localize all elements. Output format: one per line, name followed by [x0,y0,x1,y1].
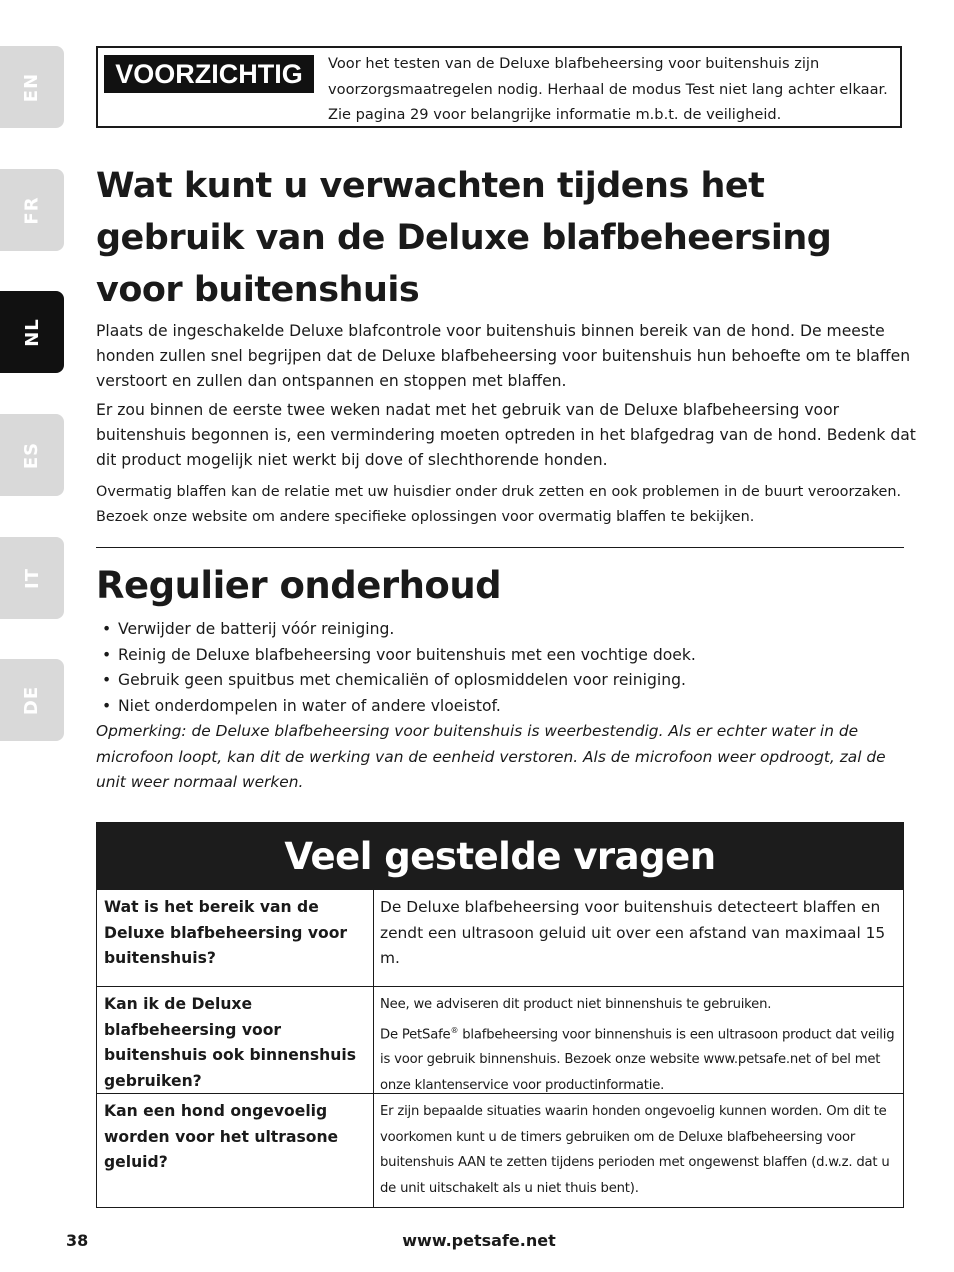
list-item: • Gebruik geen spuitbus met chemicaliën of oplosmiddelen voor reiniging. [96,668,696,694]
lang-tab-label: IT [21,567,43,589]
list-item: • Niet onderdompelen in water of andere vloeistof. [96,694,696,720]
lang-tab-label: DE [21,685,43,715]
footer-url[interactable]: www.petsafe.net [402,1231,556,1250]
brand-name: De PetSafe [380,1026,451,1042]
faq-row [97,1093,903,1207]
registered-mark: ® [450,1025,459,1035]
barking-paragraph: Overmatig blaffen kan de relatie met uw huisdier onder druk zetten en ook problemen in de buurt veroorzaken. Bezoek onze website om andere specifieke oplossingen voor overmatig blaffen te bekijken. [96,484,902,525]
lang-tab-label: EN [21,72,43,102]
faq-answer: De Deluxe blafbeheersing voor buitenshuis detecteert blaffen en zendt een ultrasoon geluid uit over een afstand van maximaal 15 m. [380,898,886,967]
faq-row [97,986,903,1093]
faq-answer-line: Nee, we adviseren dit product niet binnenshuis te gebruiken. [380,997,772,1012]
maintenance-list [96,617,696,719]
list-item: • Verwijder de batterij vóór reiniging. [96,617,696,643]
caution-text: Voor het testen van de Deluxe blafbeheersing voor buitenshuis zijn voorzorgsmaatregelen nodig. Herhaal de modus Test niet lang achter elkaar. Zie pagina 29 voor belangrijke informatie m.b.t. de veiligheid. [328,55,888,123]
footer-url-wrapper [0,1231,954,1250]
caution-box [96,46,902,128]
lang-tab-it[interactable] [0,537,64,619]
lang-tab-en[interactable] [0,46,64,128]
faq-answer [374,987,903,1093]
page-title: Wat kunt u verwachten tijdens het gebruik van de Deluxe blafbeheersing voor buitenshuis [96,166,832,310]
intro-paragraph: Plaats de ingeschakelde Deluxe blafcontrole voor buitenshuis binnen bereik van de hond. De meeste honden zullen snel begrijpen dat de Deluxe blafbeheersing voor buitenshuis hun behoefte om te blaffen verstoort en zullen dan ontspannen en stoppen met blaffen. [96,322,911,390]
faq-table [96,822,904,1208]
lang-tab-es[interactable] [0,414,64,496]
maintenance-title: Regulier onderhoud [96,564,502,607]
lang-tab-fr[interactable] [0,169,64,251]
faq-answer-rest: blafbeheersing voor binnenshuis is een ultrasoon product dat veilig is voor gebruik binnenshuis. Bezoek onze website www.petsafe.net of bel met onze klantenservice voor productinformatie. [380,1026,895,1093]
faq-question: Wat is het bereik van de Deluxe blafbeheersing voor buitenshuis? [97,890,374,986]
lang-tab-label: NL [21,317,43,347]
faq-answer: Er zijn bepaalde situaties waarin honden ongevoelig kunnen worden. Om dit te voorkomen kunt u de timers gebruiken om de Deluxe blafbeheersing voor buitenshuis AAN te zetten tijdens perioden met ongewenst blaffen (d.w.z. dat u de unit uitschakelt als u niet thuis bent). [380,1104,890,1196]
maintenance-note: Opmerking: de Deluxe blafbeheersing voor buitenshuis is weerbestendig. Als er echter water in de microfoon loopt, kan dit de werking van de eenheid verstoren. Als de microfoon weer opdroogt, zal de unit weer normaal werken. [96,722,886,791]
expectation-paragraph: Er zou binnen de eerste twee weken nadat met het gebruik van de Deluxe blafbeheersing voor buitenshuis begonnen is, een vermindering moeten optreden in het blafgedrag van de hond. Bedenk dat dit product mogelijk niet werkt bij dove of slechthorende honden. [96,401,916,469]
faq-row [97,890,903,986]
faq-question: Kan een hond ongevoelig worden voor het ultrasone geluid? [97,1094,374,1207]
lang-tab-label: FR [21,195,43,225]
faq-title: Veel gestelde vragen [97,823,903,890]
faq-question: Kan ik de Deluxe blafbeheersing voor buitenshuis ook binnenshuis gebruiken? [97,987,374,1093]
section-divider [96,547,904,548]
lang-tab-de[interactable] [0,659,64,741]
lang-tab-nl[interactable] [0,291,64,373]
list-item: • Reinig de Deluxe blafbeheersing voor buitenshuis met een vochtige doek. [96,643,696,669]
page-number: 38 [66,1231,89,1250]
lang-tab-label: ES [21,441,43,469]
caution-label: VOORZICHTIG [104,55,314,93]
